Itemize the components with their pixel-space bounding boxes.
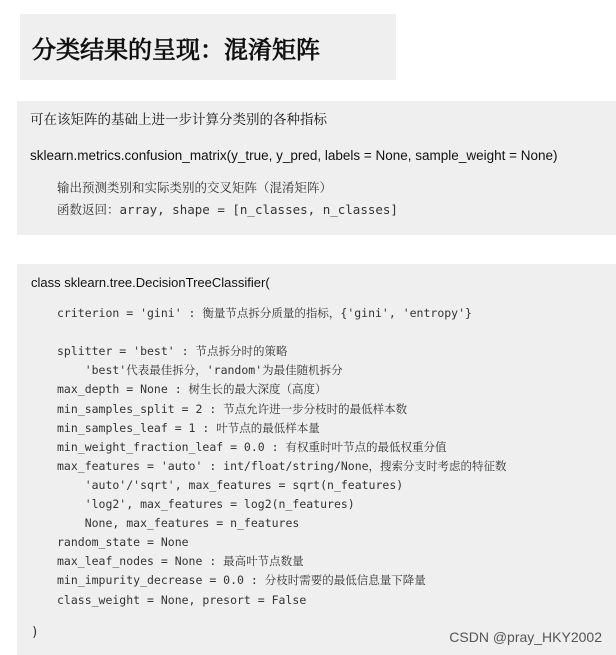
intro-text: 可在该矩阵的基础上进一步计算分类别的各种指标 <box>30 112 327 127</box>
confusion-matrix-panel <box>17 101 616 235</box>
description-text: 输出预测类别和实际类别的交叉矩阵（混淆矩阵） <box>57 180 333 195</box>
parameter-line: 'log2', max_features = log2(n_features) <box>57 497 355 511</box>
page-title: 分类结果的呈现：混淆矩阵 <box>32 36 320 64</box>
parameter-line: min_impurity_decrease = 0.0 : 分枝时需要的最低信息量下降量 <box>57 573 426 588</box>
parameter-line: criterion = 'gini' : 衡量节点拆分质量的指标，{'gini', 'entropy'} <box>57 306 472 320</box>
parameter-line: max_leaf_nodes = None : 最高叶节点数量 <box>57 554 304 569</box>
parameter-line: random_state = None <box>57 535 189 550</box>
function-signature: sklearn.metrics.confusion_matrix(y_true, y_pred, labels = None, sample_weight = None) <box>30 148 558 163</box>
closing-paren: ) <box>31 625 39 640</box>
parameter-line: splitter = 'best' : 节点拆分时的策略 <box>57 344 288 359</box>
parameter-line: min_samples_leaf = 1 : 叶节点的最低样本量 <box>57 420 320 435</box>
title-box <box>20 14 396 80</box>
class-signature: class sklearn.tree.DecisionTreeClassifier( <box>31 275 270 290</box>
parameter-line: 'auto'/'sqrt', max_features = sqrt(n_features) <box>57 477 404 492</box>
parameter-line: 'best'代表最佳拆分，'random'为最佳随机拆分 <box>57 363 343 378</box>
parameter-line: class_weight = None, presort = False <box>57 592 307 607</box>
parameter-line: max_features = 'auto' : int/float/string/None，搜索分支时考虑的特征数 <box>57 458 507 473</box>
returns-text: 函数返回：array, shape = [n_classes, n_classes] <box>57 202 398 217</box>
parameter-line: max_depth = None : 树生长的最大深度（高度） <box>57 382 327 397</box>
decision-tree-panel <box>17 264 616 655</box>
parameter-line: None, max_features = n_features <box>57 516 300 531</box>
parameter-line: min_weight_fraction_leaf = 0.0 : 有权重时叶节点的最低权重分值 <box>57 439 447 454</box>
watermark: CSDN @pray_HKY2002 <box>449 629 602 645</box>
parameter-line: min_samples_split = 2 : 节点允许进一步分枝时的最低样本数 <box>57 401 408 416</box>
